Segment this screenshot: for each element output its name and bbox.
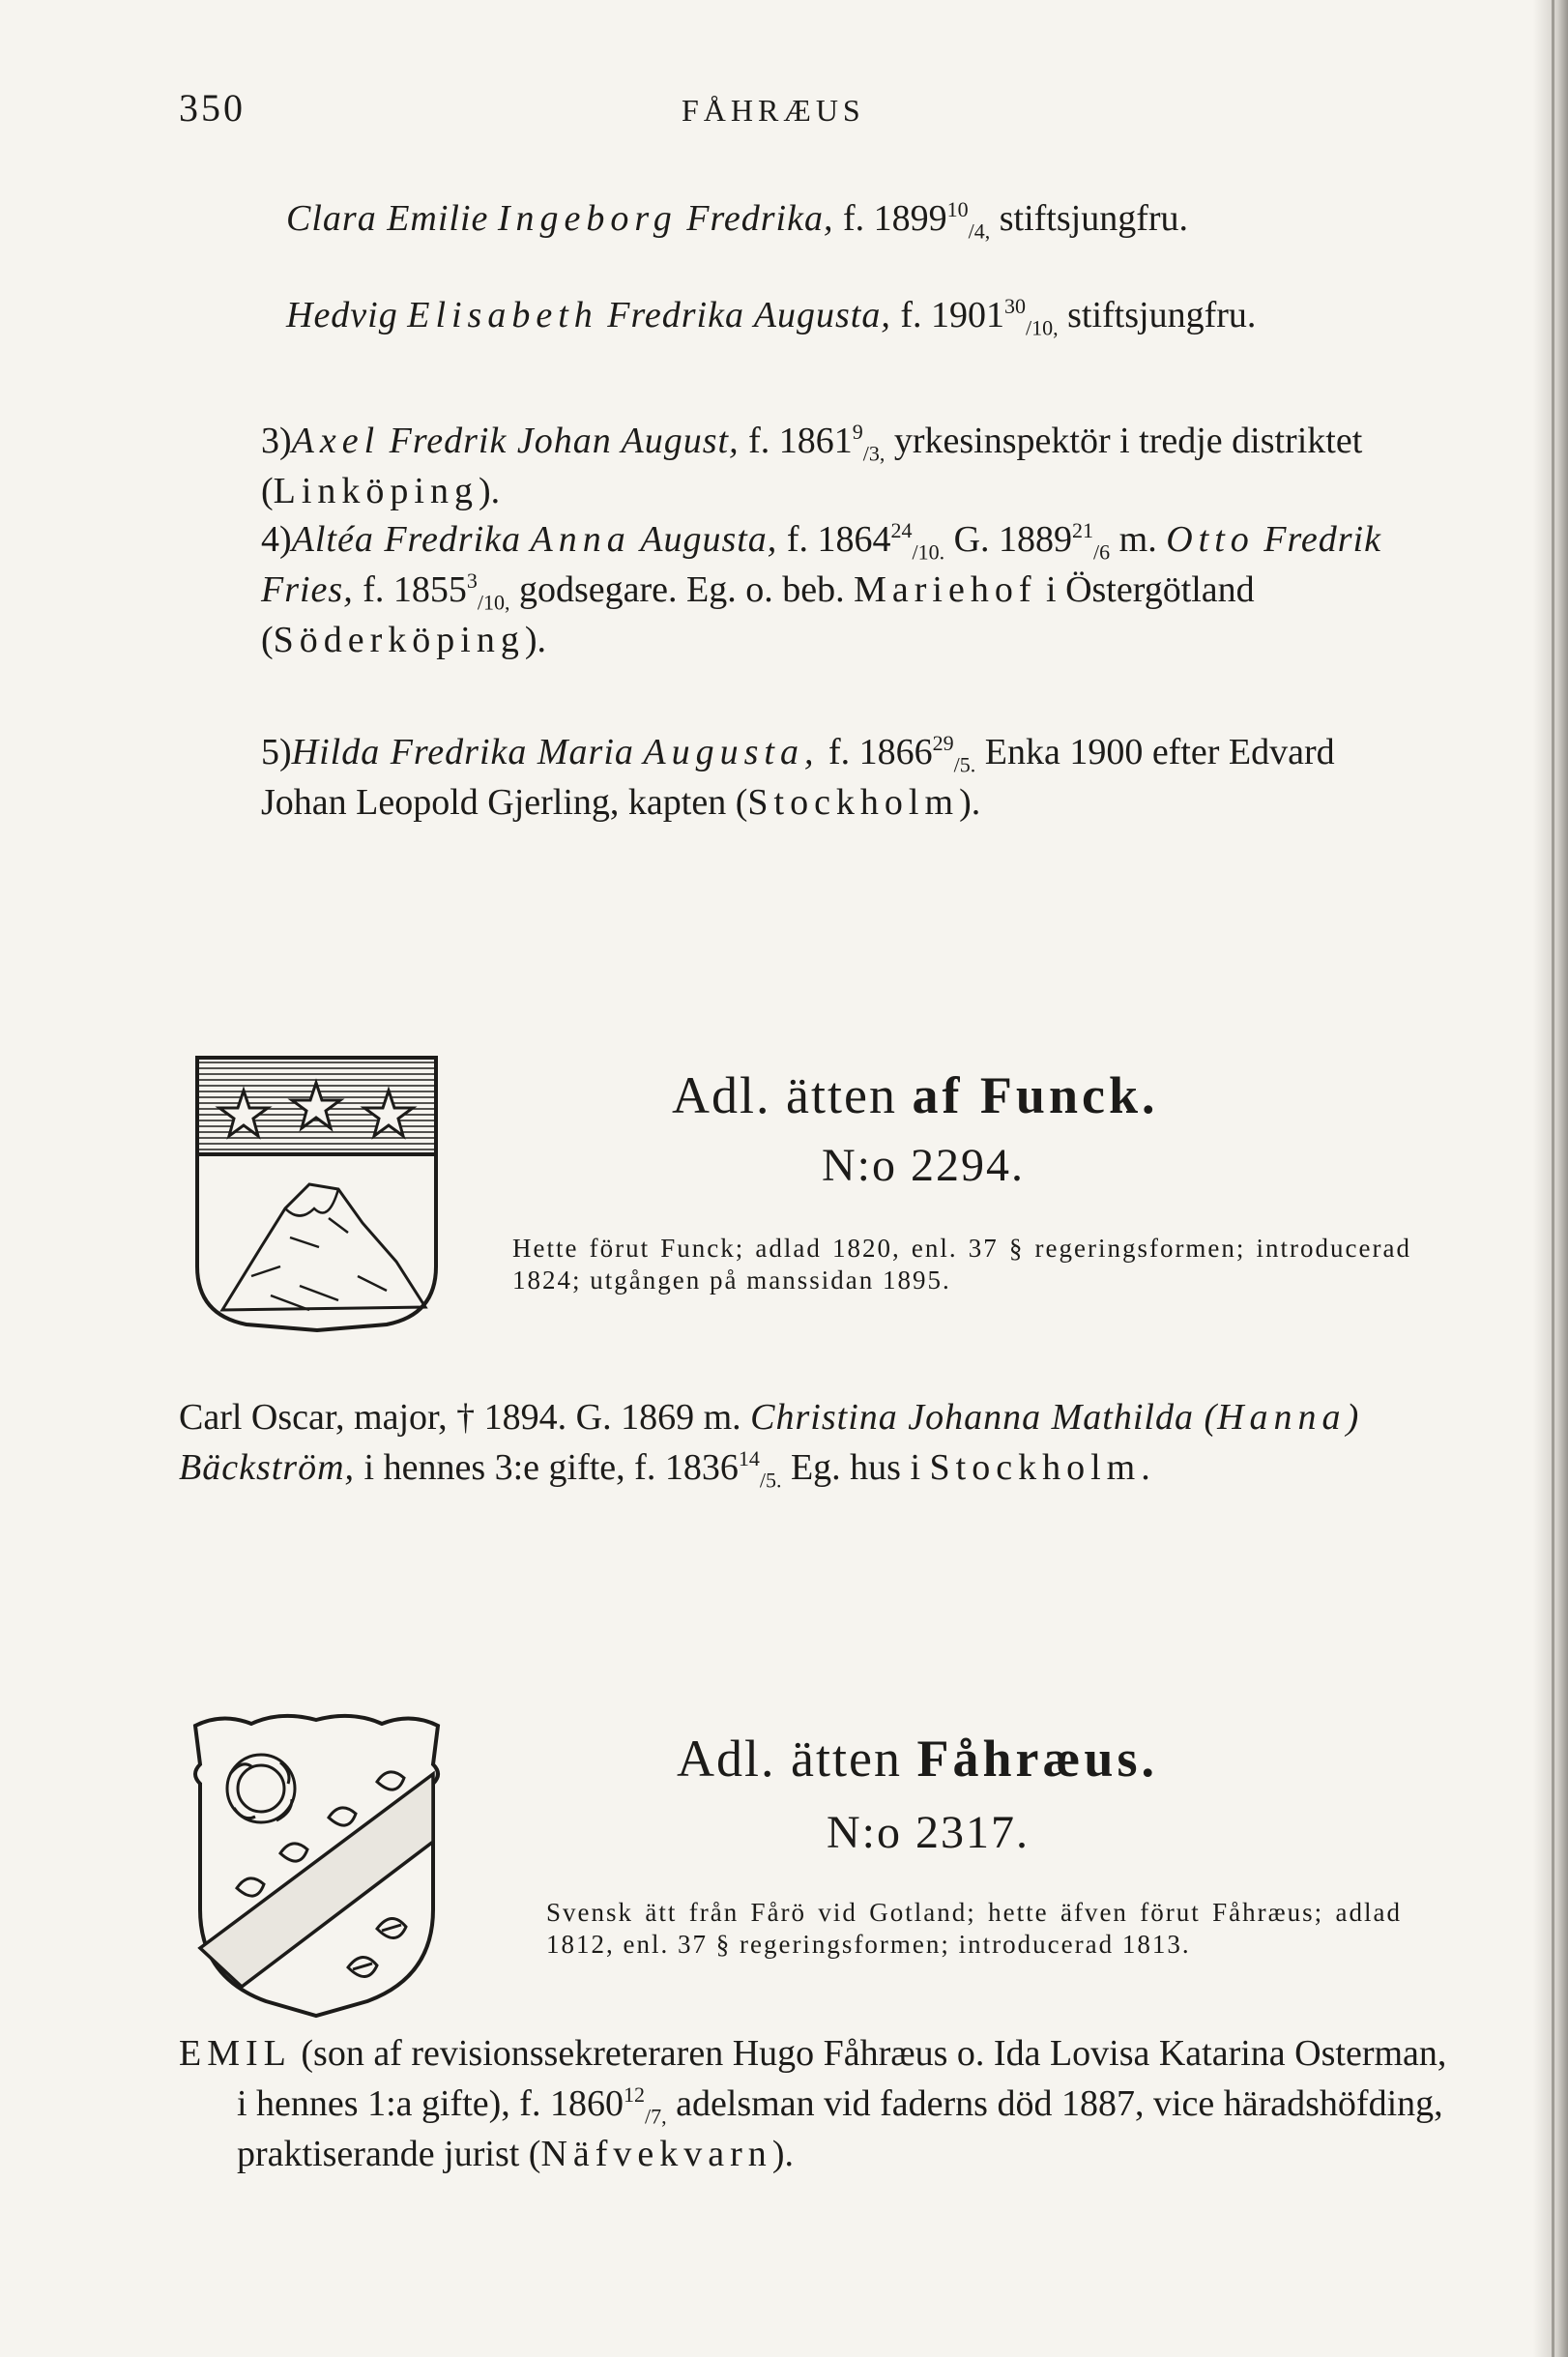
family-note-fahraeus: Svensk ätt från Fårö vid Gotland; hette äfven förut Fåhræus; adlad 1812, enl. 37 § regeringsformen; introducerad 1813.	[546, 1898, 1402, 1959]
page-number: 350	[179, 86, 246, 130]
coat-of-arms-fahraeus-icon	[184, 1706, 450, 2021]
running-head: FÅHRÆUS	[682, 93, 865, 128]
page-header	[179, 85, 1397, 133]
family-title-fahraeus: Adl. ätten Fåhræus.	[677, 1730, 1158, 1788]
family-note-funck: Hette förut Funck; adlad 1820, enl. 37 § regeringsformen; introducerad 1824; utgången på manssidan 1895.	[512, 1234, 1411, 1295]
entry-axel: 3)Axel Fredrik Johan August, f. $1861^9_{/3,}$ yrkesinspektör i tredje distriktet (Linköping).	[261, 420, 1363, 511]
entry-hilda: 5)Hilda Fredrika Maria Augusta, f. $1866^{29}_{/5.}$ Enka 1900 efter Edvard Johan Leopold Gjerling, kapten (Stockholm).	[261, 731, 1335, 823]
page-edge-rule	[1552, 0, 1554, 2357]
entry-altea: 4)Altéa Fredrika Anna Augusta, f. $1864^{24}_{/10.}$ G. $1889^{21}_{/6}$ m. Otto Fredrik Fries, f. $1855^3_{/10,}$ godsegare. Eg. o. beb. Mariehof i Östergötland (Söderköping).	[261, 518, 1381, 660]
page-edge-shadow	[1533, 0, 1568, 2357]
entry-hedvig: Hedvig Elisabeth Fredrika Augusta, f. $1901^{30}_{/10,}$ stiftsjungfru.	[286, 294, 1257, 340]
family-title-funck: Adl. ätten af Funck.	[672, 1066, 1159, 1124]
entry-emil: EMIL (son af revisionssekreteraren Hugo Fåhræus o. Ida Lovisa Katarina Osterman, i hennes 1:a gifte), f. $1860^{12}_{/7,}$ adelsman vid faderns död 1887, vice häradshöfding, praktiserande jurist (Näfvekvarn).	[179, 2033, 1447, 2174]
family-number-funck: N:o 2294.	[822, 1140, 1025, 1191]
entry-clara: Clara Emilie Ingeborg Fredrika, f. $1899^{10}_{/4,}$ stiftsjungfru.	[286, 197, 1189, 244]
coat-of-arms-funck-icon	[193, 1054, 440, 1334]
family-number-fahraeus: N:o 2317.	[827, 1807, 1030, 1858]
entry-carl-oscar: Carl Oscar, major, † 1894. G. 1869 m. Christina Johanna Mathilda (Hanna) Bäckström, i hennes 3:e gifte, f. $1836^{14}_{/5.}$ Eg. hus i Stockholm.	[179, 1397, 1360, 1493]
